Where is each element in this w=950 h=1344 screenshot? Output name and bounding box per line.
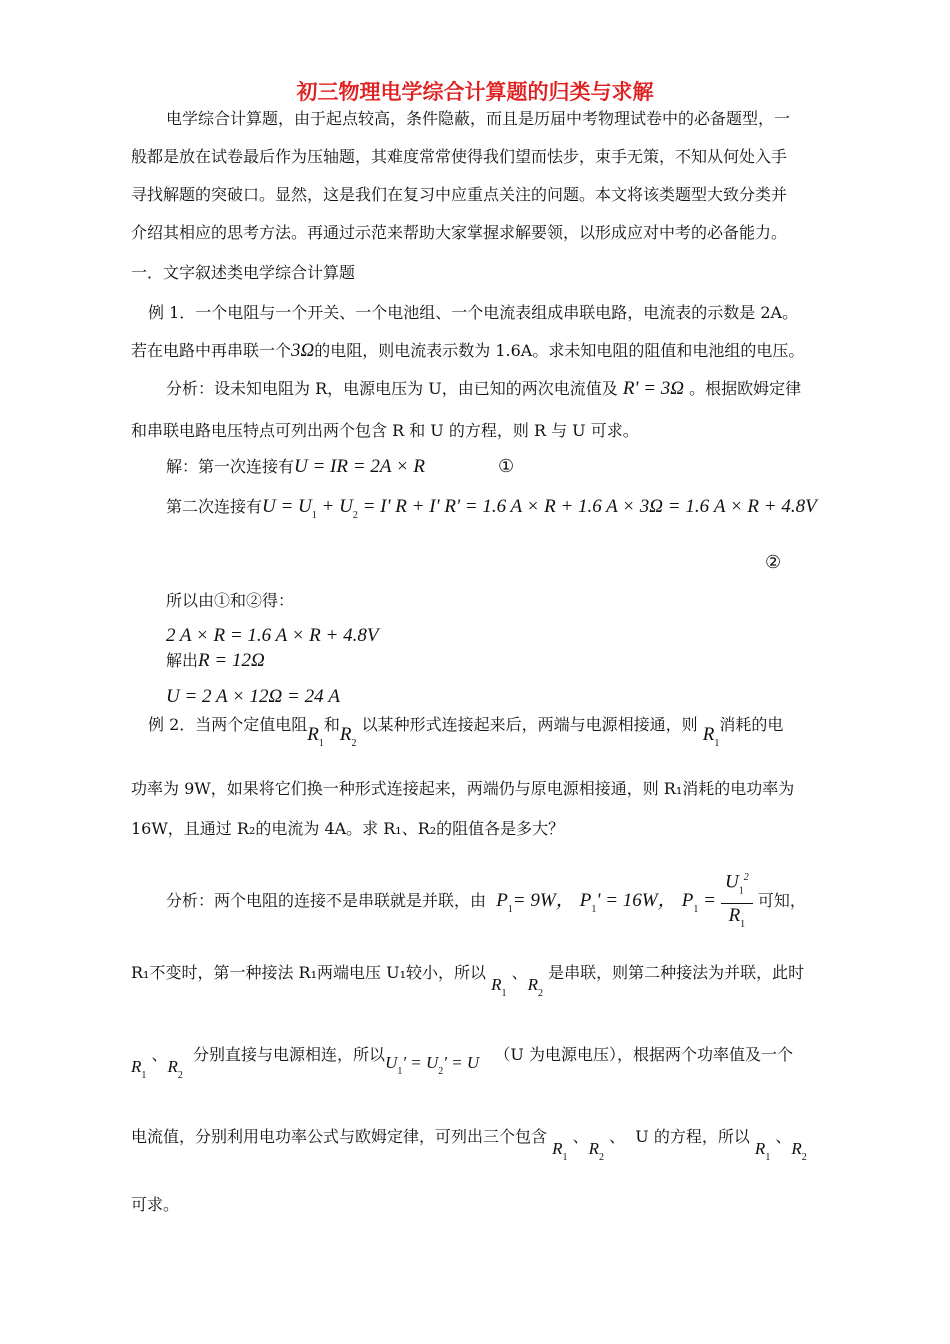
section-heading-1: 一．文字叙述类电学综合计算题 [131, 263, 356, 282]
example1-solve-r: 解出R = 12Ω [166, 650, 265, 671]
example1-analysis: 分析：设未知电阻为 R，电源电压为 U，由已知的两次电流值及 R' = 3Ω 。根据欧姆定律 [166, 378, 802, 399]
example1-therefore: 所以由①和②得： [166, 591, 295, 610]
example1-solution-step2: 第二次连接有$U = U_1 + U_2 = I'$ R + I' R' = 1.6 A × R + 1.6 A × 3Ω = 1.6 A × R + 4.8V [166, 496, 817, 521]
example1-result: U = 2 A × 12Ω = 24 A [166, 686, 340, 707]
example2-analysis-line4: 电流值，分别利用电功率公式与欧姆定律，可列出三个包含 $R_1$ 、$R_2$ 、 U 的方程，所以 $R_1$ 、$R_2$ [131, 1127, 807, 1163]
example1-line1: 例 1．一个电阻与一个开关、一个电池组、一个电流表组成串联电路，电流表的示数是 2A。 [148, 303, 799, 322]
example2-line2: 功率为 9W，如果将它们换一种形式连接起来，两端仍与原电源相接通，则 R₁消耗的电功率为 [131, 779, 795, 798]
example2-analysis-line3: $R_1$ 、$R_2$ 分别直接与电源相连，所以$U_1' = U_2' = U$ （U 为电源电压），根据两个功率值及一个 [131, 1045, 793, 1081]
intro-line-1: 电学综合计算题，由于起点较高，条件隐蔽，而且是历届中考物理试卷中的必备题型，一 [166, 109, 791, 128]
intro-line-3: 寻找解题的突破口。显然，这是我们在复习中应重点关注的问题。本文将该类题型大致分类并 [131, 185, 788, 204]
equation-mark-1: ① [498, 456, 515, 477]
intro-line-2: 般都是放在试卷最后作为压轴题，其难度常常使得我们望而怯步，束手无策，不知从何处入手 [131, 147, 788, 166]
example2-analysis-line5: 可求。 [131, 1195, 180, 1214]
example1-solution-step1: 解：第一次连接有U = IR = 2A × R [166, 456, 426, 477]
example2-analysis-line1: 分析：两个电阻的连接不是串联就是并联，由 $P_1= 9W$， $P_1' = 16W$， $P_1$ = $\frac{U_1^2}{R_1}$ 可知， [166, 866, 806, 937]
example1-equation: 2 A × R = 1.6 A × R + 4.8V [166, 625, 379, 646]
example2-line1: 例 2．当两个定值电阻$R_1$和$R_2$ 以某种形式连接起来后，两端与电源相接通，则 $R_1$消耗的电 [148, 715, 784, 749]
page-title: 初三物理电学综合计算题的归类与求解 [296, 80, 654, 104]
intro-line-4: 介绍其相应的思考方法。再通过示范来帮助大家掌握求解要领，以形成应对中考的必备能力。 [131, 223, 788, 242]
example1-analysis-line2: 和串联电路电压特点可列出两个包含 R 和 U 的方程，则 R 与 U 可求。 [131, 421, 639, 440]
equation-mark-2: ② [765, 552, 782, 573]
example2-analysis-line2: R₁不变时，第一种接法 R₁两端电压 U₁较小，所以 $R_1$ 、$R_2$ 是串联，则第二种接法为并联，此时 [131, 963, 805, 999]
example1-line2: 若在电路中再串联一个3Ω的电阻，则电流表示数为 1.6A。求未知电阻的阻值和电池组的电压。 [131, 340, 805, 361]
example2-line3: 16W，且通过 R₂的电流为 4A。求 R₁、R₂的阻值各是多大？ [131, 819, 565, 838]
